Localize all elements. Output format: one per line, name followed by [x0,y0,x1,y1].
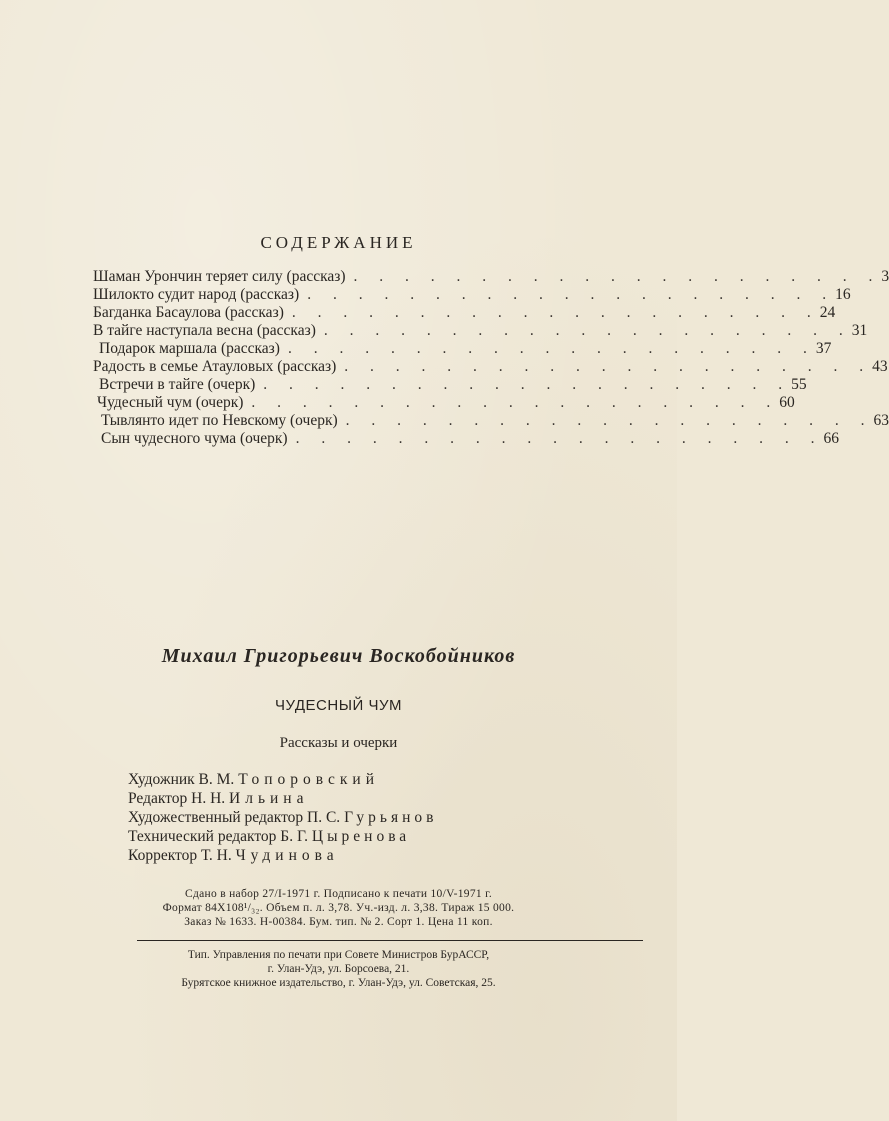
toc-leader-dots: . . . . . . . . . . . . . . . . . . . . . [263,376,792,393]
toc-entry-title: Тывлянто идет по Невскому (очерк) [101,412,338,429]
credit-line [128,789,308,809]
toc-entry-page: 37 [815,340,832,357]
toc-entry-title: В тайге наступала весна (рассказ) [93,322,316,339]
toc-leader-dots: . . . . . . . . . . . . . . . . . . . . . [295,430,824,447]
toc-entry-title: Подарок маршала (рассказ) [99,340,280,357]
toc-entry [93,358,888,376]
toc-entry [99,340,832,358]
toc-leader-dots: . . . . . . . . . . . . . . . . . . . . . [307,286,836,303]
credit-name: Топоровский [238,771,380,788]
credit-name: Цыренова [311,828,411,845]
book-title: ЧУДЕСНЫЙ ЧУМ [275,697,402,714]
printer-line: Тип. Управления по печати при Совете Министров БурАССР, [187,949,490,961]
toc-leader-dots: . . . . . . . . . . . . . . . . . . . . . [344,358,873,375]
toc-entry [93,322,868,340]
toc-entry-page: 43 [872,358,888,375]
toc-entry [97,394,795,412]
credit-role: Технический редактор Б. Г. [128,828,309,845]
toc-entry [101,412,889,430]
book-subtitle: Рассказы и очерки [279,735,398,751]
printer-line: Бурятское книжное издательство, г. Улан-Удэ, ул. Советская, 25. [181,977,496,989]
credit-line [128,808,438,828]
credit-name: Гурьянов [344,809,438,826]
credit-line [128,846,339,866]
toc-entry [93,304,836,322]
toc-entry [93,286,851,304]
divider-rule [137,940,643,941]
toc-entry-page: 16 [835,286,851,303]
credit-line [128,770,379,790]
toc-leader-dots: . . . . . . . . . . . . . . . . . . . . . [287,340,816,357]
credit-role: Художник В. М. [128,771,235,788]
toc-entry-title: Чудесный чум (очерк) [97,394,244,411]
toc-leader-dots: . . . . . . . . . . . . . . . . . . . . . [251,394,780,411]
toc-entry-title: Шилокто судит народ (рассказ) [93,286,300,303]
toc-leader-dots: . . . . . . . . . . . . . . . . . . . . . [291,304,820,321]
author-name: Михаил Григорьевич Воскобойников [161,645,516,667]
toc-entry-title: Встречи в тайге (очерк) [99,376,256,393]
imprint-block [0,887,677,929]
toc-leader-dots: . . . . . . . . . . . . . . . . . . . . . [345,412,874,429]
toc-leader-dots: . . . . . . . . . . . . . . . . . . . . . [353,268,882,285]
toc-heading: СОДЕРЖАНИЕ [260,233,417,252]
toc-entry-page: 60 [779,394,795,411]
toc-entry-page: 31 [851,322,868,339]
toc-entry [99,376,807,394]
toc-entry-page: 24 [819,304,836,321]
credit-name: Чудинова [235,847,339,864]
toc-entry-title: Шаман Урончин теряет силу (рассказ) [93,268,346,285]
toc-entry-page: 55 [791,376,807,393]
imprint-line: Сдано в набор 27/I-1971 г. Подписано к печати 10/V-1971 г. [184,888,493,900]
toc-entry-title: Сын чудесного чума (очерк) [101,430,288,447]
imprint-line: Заказ № 1633. Н-00384. Бум. тип. № 2. Сорт 1. Цена 11 коп. [184,916,493,928]
printer-line: г. Улан-Удэ, ул. Борсоева, 21. [267,963,410,975]
credit-line [128,827,410,847]
credit-role: Редактор Н. Н. [128,790,226,807]
toc-entry-page: 63 [873,412,889,429]
credit-role: Корректор Т. Н. [128,847,232,864]
credit-role: Художественный редактор П. С. [128,809,341,826]
toc-leader-dots: . . . . . . . . . . . . . . . . . . . . . [323,322,852,339]
toc-entry-page: 66 [823,430,839,447]
toc-entry [93,268,889,286]
toc-entry [101,430,839,448]
printer-block [0,948,677,990]
toc-entry-page: 3 [881,268,889,285]
toc-entry-title: Багданка Басаулова (рассказ) [93,304,284,321]
imprint-line: Формат 84Х108¹/₃₂. Объем п. л. 3,78. Уч.-изд. л. 3,38. Тираж 15 000. [162,902,515,914]
credit-name: Ильина [229,790,309,807]
toc-entry-title: Радость в семье Атауловых (рассказ) [93,358,337,375]
